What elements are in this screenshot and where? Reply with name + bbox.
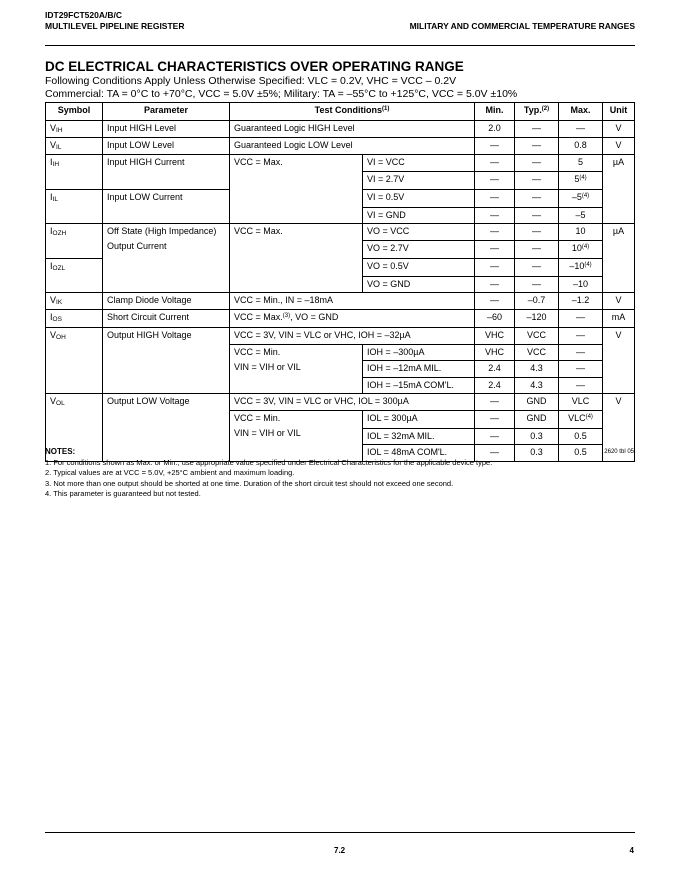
table-row: $I_{OZH}$ Off State (High Impedance) Output Current VCC = Max. VO = VCC — — 10 µA [46,224,635,241]
document-subtitle: MULTILEVEL PIPELINE REGISTER [45,21,185,31]
table-row: $V_{IH}$ Input HIGH Level Guaranteed Logic HIGH Level 2.0 — — V [46,121,635,138]
col-symbol: Symbol [46,103,103,121]
col-min: Min. [475,103,515,121]
table-row: $V_{IK}$ Clamp Diode Voltage VCC = Min., IN = –18mA — –0.7 –1.2 V [46,293,635,310]
note-item: 2. Typical values are at VCC = 5.0V, +25°C ambient and maximum loading. [45,468,295,477]
col-typ: Typ.$^{(2)}$ [515,103,559,121]
note-item: 4. This parameter is guaranteed but not tested. [45,489,201,498]
table-row: IOH = –12mA MIL. 2.4 4.3 — [46,361,635,378]
page-header [45,10,635,32]
part-number: IDT29FCT520A/B/C [45,10,122,20]
conditions-line-1: Following Conditions Apply Unless Otherwise Specified: VLC = 0.2V, VHC = VCC – 0.2V [45,75,457,87]
table-row: $I_{OZL}$ VO = 0.5V — — –10$^{(4)}$ [46,258,635,276]
table-header-row [46,103,635,121]
table-row: $I_{IL}$ Input LOW Current VI = 0.5V — — –5$^{(4)}$ [46,189,635,207]
col-parameter: Parameter [103,103,230,121]
table-id: 2620 tbl 05 [604,449,634,455]
table-row: $V_{OL}$ Output LOW Voltage VCC = 3V, VIN = VLC or VHC, IOL = 300µA — GND VLC V [46,394,635,411]
col-test-conditions: Test Conditions$^{(1)}$ [230,103,475,121]
table-row: VI = 2.7V — — 5$^{(4)}$ [46,171,635,189]
table-row: VI = GND — — –5 [46,207,635,224]
table-row: $I_{IH}$ Input HIGH Current VCC = Max. VI = VCC — — 5 µA [46,155,635,172]
table-row: $V_{IL}$ Input LOW Level Guaranteed Logic LOW Level — — 0.8 V [46,138,635,155]
table-row: VCC = Min. VIN = VIH or VIL IOL = 300µA — GND VLC$^{(4)}$ [46,410,635,428]
dc-characteristics-table [45,102,635,462]
table-row: VCC = Min. VIN = VIH or VIL IOH = –300µA VHC VCC — [46,344,635,361]
col-max: Max. [559,103,603,121]
note-item: 3. Not more than one output should be shorted at one time. Duration of the short circuit test should not exceed one second. [45,478,454,488]
note-item: 1. For conditions shown as Max. or Min., use appropriate value specified under Electrical Characteristics for the applicable device type. [45,457,493,467]
page-title: DC ELECTRICAL CHARACTERISTICS OVER OPERATING RANGE [45,59,464,74]
table-row: IOH = –15mA COM'L. 2.4 4.3 — [46,377,635,394]
conditions-line-2: Commercial: TA = 0°C to +70°C, VCC = 5.0V ±5%; Military: TA = –55°C to +125°C, VCC = 5.0V ±10% [45,88,518,100]
table-row: VO = 2.7V — — 10$^{(4)}$ [46,240,635,258]
header-rule [45,45,635,46]
table-row: $V_{OH}$ Output HIGH Voltage VCC = 3V, VIN = VLC or VHC, IOH = –32µA VHC VCC — V [46,328,635,345]
table-row: $I_{OS}$ Short Circuit Current VCC = Max.$^{(3)}$, VO = GND –60 –120 — mA [46,310,635,328]
page-number: 4 [629,846,634,855]
table-row: VO = GND — — –10 [46,276,635,293]
table-row: IOL = 32mA MIL. — 0.3 0.5 [46,428,635,445]
footer-rule [45,832,635,833]
table-row: IOL = 48mA COM'L. — 0.3 0.5 [46,445,635,462]
col-unit: Unit [603,103,635,121]
notes-section [45,447,634,500]
temperature-range: MILITARY AND COMMERCIAL TEMPERATURE RANGES [409,21,635,31]
section-number: 7.2 [334,846,346,855]
notes-label: NOTES: [45,447,76,456]
